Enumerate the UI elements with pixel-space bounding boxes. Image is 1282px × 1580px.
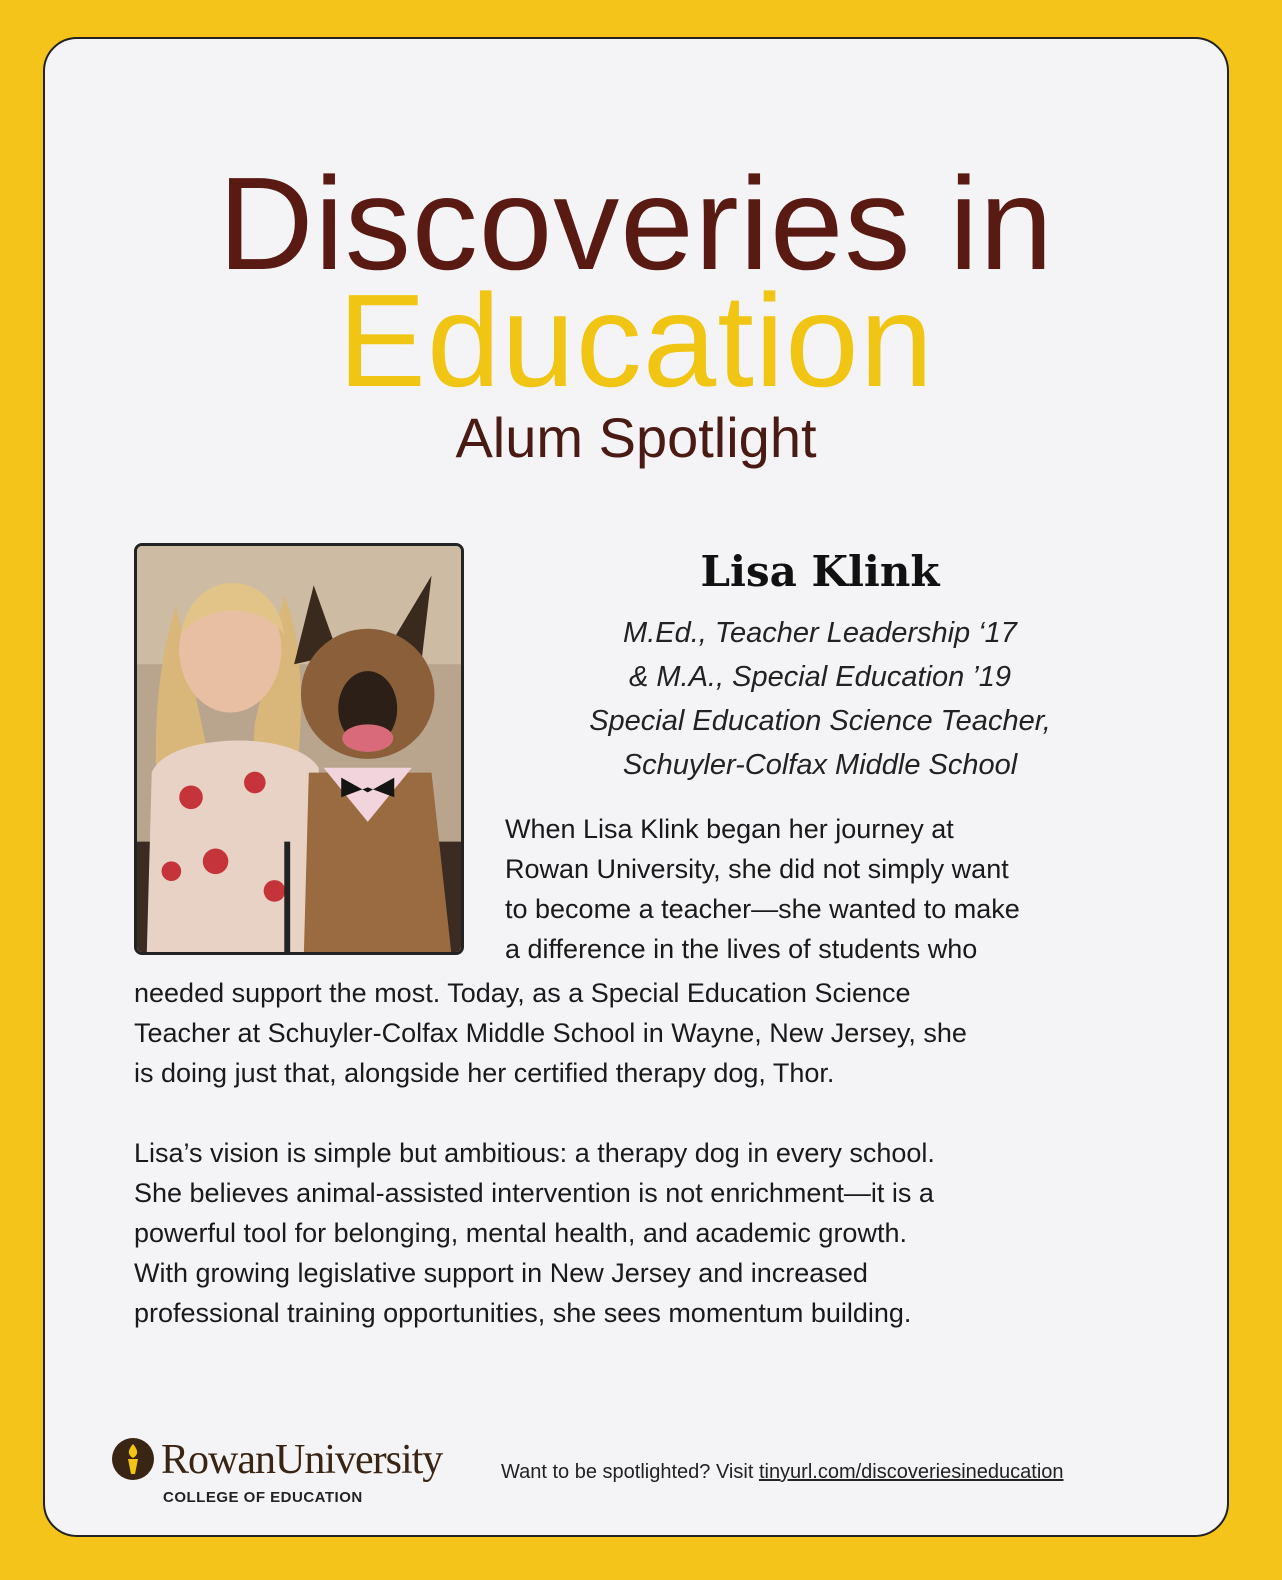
title-line-2: Education <box>337 267 935 414</box>
credential-line: M.Ed., Teacher Leadership ‘17 <box>623 617 1017 649</box>
story-paragraph-2 <box>134 1133 1154 1333</box>
alum-credentials <box>500 611 1140 787</box>
spotlight-card <box>43 37 1229 1537</box>
story-line: is doing just that, alongside her certified therapy dog, Thor. <box>134 1058 835 1088</box>
logo-name-b: University <box>275 1437 443 1483</box>
rowan-university-logo[interactable] <box>111 1435 451 1515</box>
cta-link[interactable]: tinyurl.com/discoveriesineducation <box>758 1461 1064 1483</box>
credential-line: Special Education Science Teacher, <box>589 705 1051 737</box>
story-line: With growing legislative support in New Jersey and increased <box>134 1258 868 1288</box>
spotlight-cta <box>501 1457 1064 1487</box>
story-line: a difference in the lives of students who <box>505 934 978 964</box>
story-line: to become a teacher—she wanted to make <box>505 894 1020 924</box>
story-line: When Lisa Klink began her journey at <box>505 814 954 844</box>
story-line: needed support the most. Today, as a Special Education Science <box>134 978 911 1008</box>
credential-line: & M.A., Special Education ’19 <box>628 661 1012 693</box>
title-line-1: Discoveries in <box>218 150 1054 297</box>
credential-line: Schuyler-Colfax Middle School <box>622 749 1018 781</box>
logo-name-a: Rowan <box>161 1437 275 1483</box>
story-paragraph-1 <box>134 809 1154 1093</box>
subtitle: Alum Spotlight <box>455 406 817 469</box>
cta-text: Want to be spotlighted? Visit <box>501 1461 759 1483</box>
story-line: She believes animal-assisted intervention is not enrichment—it is a <box>134 1178 934 1208</box>
story-line: powerful tool for belonging, mental health, and academic growth. <box>134 1218 907 1248</box>
story-line: Rowan University, she did not simply want <box>505 854 1009 884</box>
logo-college: COLLEGE OF EDUCATION <box>163 1489 363 1506</box>
alum-name: Lisa Klink <box>700 547 940 596</box>
logo-wordmark <box>161 1435 442 1485</box>
story-line: Lisa’s vision is simple but ambitious: a therapy dog in every school. <box>134 1138 935 1168</box>
story-line: professional training opportunities, she sees momentum building. <box>134 1298 912 1328</box>
torch-icon <box>111 1437 155 1481</box>
story-line: Teacher at Schuyler-Colfax Middle School in Wayne, New Jersey, she <box>134 1018 967 1048</box>
